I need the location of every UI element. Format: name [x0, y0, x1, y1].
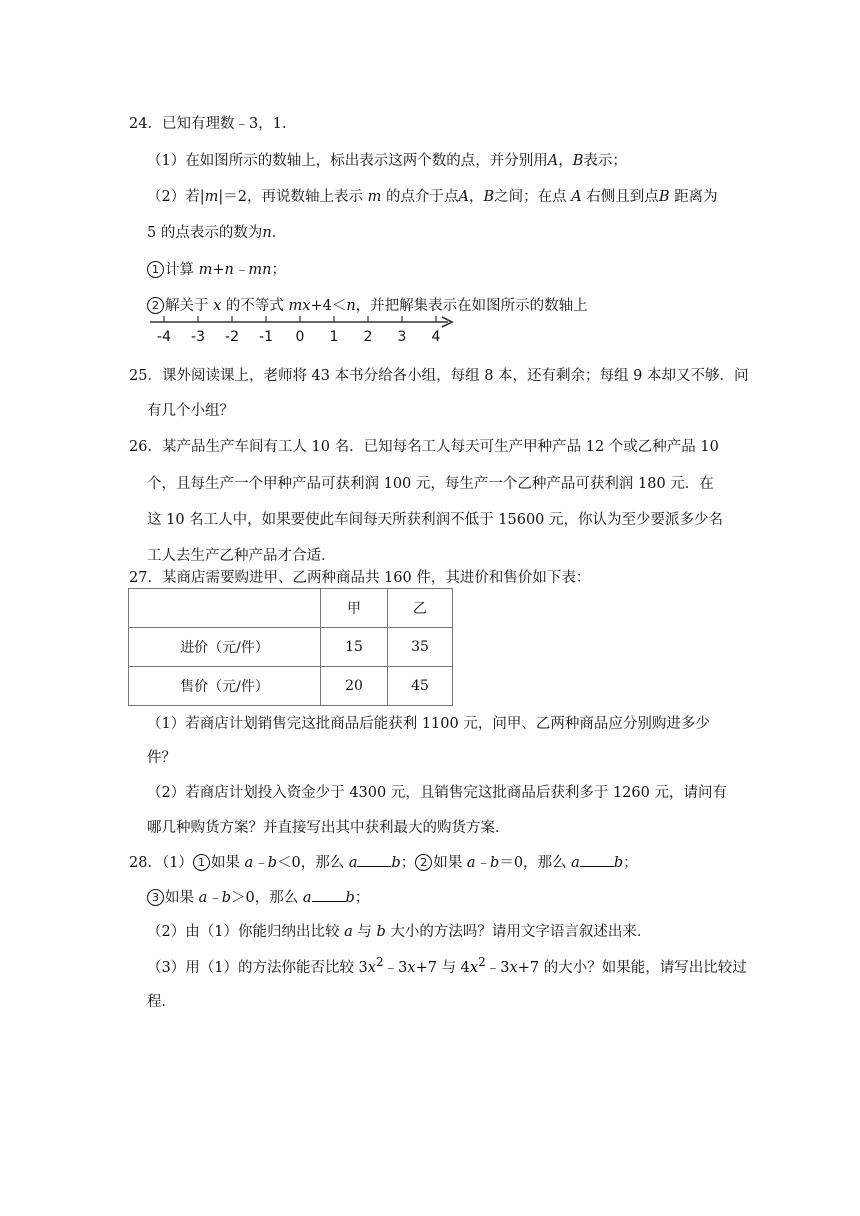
q28-part3-line2: 程．: [147, 994, 176, 1010]
number-line-tick-label: 1: [329, 329, 339, 345]
q26-line1: 26．某产品生产车间有工人 10 名．已知每名工人每天可生产甲种产品 12 个或乙种产品 10: [129, 439, 719, 455]
table-header-yi: 乙: [388, 589, 453, 628]
answer-blank[interactable]: [312, 887, 346, 902]
table-row: [129, 628, 453, 667]
answer-blank[interactable]: [580, 852, 614, 867]
price-table: [128, 588, 453, 706]
q24-circle1: 1 计算 m+n﹣mn；: [147, 258, 286, 279]
table-cell: 35: [388, 628, 453, 667]
table-cell: 20: [321, 667, 388, 706]
number-line-tick-label: -2: [225, 329, 239, 345]
q28-line1: 28．（1） 1 如果 a﹣b＜0，那么 a b； 2 如果 a﹣b＝0，那么 a b；: [129, 851, 638, 872]
number-line-tick-label: -1: [259, 329, 273, 345]
number-line-tick-label: -4: [157, 329, 171, 345]
table-cell: 45: [388, 667, 453, 706]
q25-line1: 25．课外阅读课上，老师将 43 本书分给各小组，每组 8 本，还有剩余；每组 9 本却又不够．问: [129, 368, 749, 384]
circled-number-icon: 2: [415, 854, 432, 871]
q28-part3-line1: （3）用（1）的方法你能否比较 $3x^2﹣3x+7$ 与 $4x^2﹣3x+7$ 的大小？如果能，请写出比较过: [147, 955, 747, 976]
q25-line2: 有几个小组？: [147, 403, 234, 419]
table-cell: 售价（元/件）: [129, 667, 321, 706]
table-row: [129, 589, 453, 628]
table-row: [129, 667, 453, 706]
q26-line2: 个，且每生产一个甲种产品可获利润 100 元，每生产一个乙种产品可获利润 180 元．在: [147, 476, 714, 492]
q24-part2-line2: 5 的点表示的数为n．: [147, 225, 287, 241]
q28-part2: （2）由（1）你能归纳出比较 a 与 b 大小的方法吗？请用文字语言叙述出来．: [147, 924, 652, 940]
number-line: [148, 312, 460, 348]
number-line-tick-label: 0: [295, 329, 305, 345]
q27-part2-line1: （2）若商店计划投入资金少于 4300 元，且销售完这批商品后获利多于 1260 元，请问有: [147, 785, 727, 801]
q24-part1: （1）在如图所示的数轴上，标出表示这两个数的点，并分别用A，B表示；: [147, 153, 627, 169]
circled-number-icon: 2: [147, 297, 164, 314]
q24-part2-line1: （2）若|m|＝2，再说数轴上表示 m 的点介于点A，B之间；在点 A 右侧且到点B 距离为: [147, 189, 718, 205]
circled-number-icon: 1: [147, 261, 164, 278]
q27-part1-line2: 件？: [147, 750, 176, 766]
q27-title: 27．某商店需要购进甲、乙两种商品共 160 件，其进价和售价如下表：: [129, 570, 591, 586]
table-cell: [129, 589, 321, 628]
q27-part2-line2: 哪几种购货方案？并直接写出其中获利最大的购货方案．: [147, 820, 510, 836]
number-line-tick-label: -3: [191, 329, 205, 345]
table-cell: 15: [321, 628, 388, 667]
number-line-tick-label: 3: [397, 329, 407, 345]
number-line-tick-label: 4: [431, 329, 441, 345]
circled-number-icon: 3: [147, 889, 164, 906]
number-line-tick-label: 2: [363, 329, 373, 345]
q26-line4: 工人去生产乙种产品才合适．: [147, 548, 336, 564]
q26-line3: 这 10 名工人中，如果要使此车间每天所获利润不低于 15600 元，你认为至少要派多少名: [147, 512, 724, 528]
table-header-jia: 甲: [321, 589, 388, 628]
q24-title: 24．已知有理数﹣3，1．: [129, 116, 297, 132]
table-cell: 进价（元/件）: [129, 628, 321, 667]
answer-blank[interactable]: [357, 852, 391, 867]
circled-number-icon: 1: [193, 854, 210, 871]
q27-part1-line1: （1）若商店计划销售完这批商品后能获利 1100 元，问甲、乙两种商品应分别购进多少: [147, 716, 710, 732]
q28-line2: 3 如果 a﹣b＞0，那么 a b；: [147, 886, 369, 907]
q24-circle2: 2 解关于 x 的不等式 mx+4＜n，并把解集表示在如图所示的数轴上: [147, 294, 588, 315]
